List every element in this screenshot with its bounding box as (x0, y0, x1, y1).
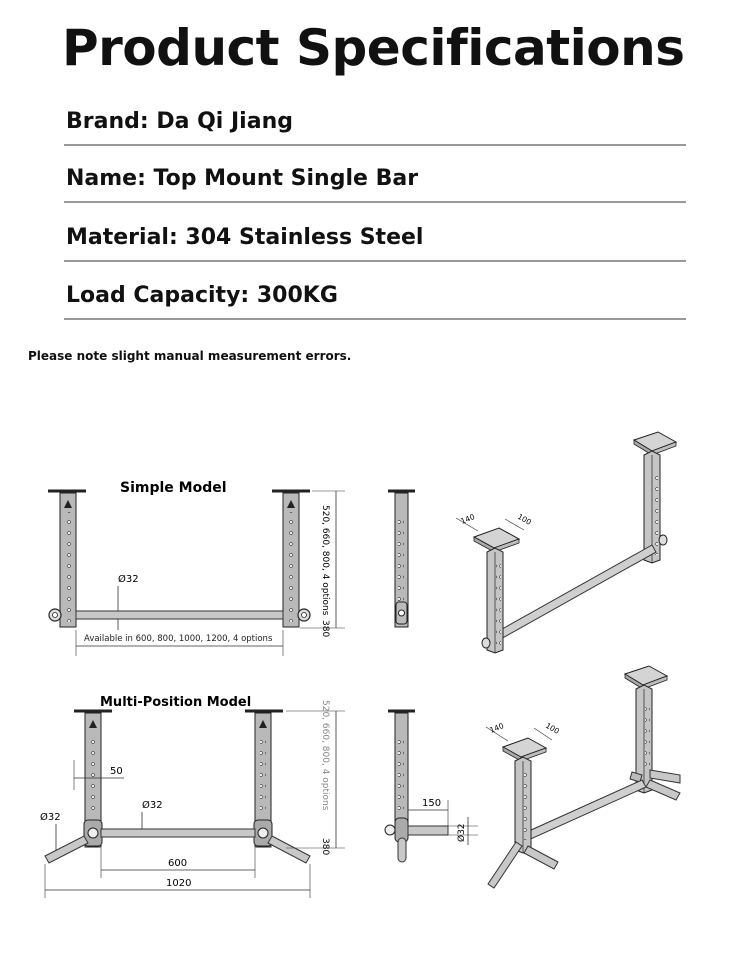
multi-plate-width: 140 (488, 721, 506, 735)
multi-side-length: 150 (422, 798, 442, 809)
multi-offset-label: 50 (110, 766, 123, 777)
simple-plate-width: 140 (459, 512, 477, 526)
multi-center-diameter: Ø32 (142, 800, 163, 811)
multi-height-options: 520, 660, 800, 4 options (320, 700, 330, 811)
spec-name-text: Name: Top Mount Single Bar (66, 166, 419, 191)
page-title: Product Specifications (62, 19, 685, 77)
simple-height-options: 520, 660, 800, 4 options (320, 505, 330, 616)
simple-front-view (48, 480, 345, 656)
spec-material-text: Material: 304 Stainless Steel (66, 225, 424, 250)
multi-model-label: Multi-Position Model (100, 695, 252, 710)
spec-brand-text: Brand: Da Qi Jiang (66, 109, 293, 134)
multi-inner-width: 600 (168, 858, 188, 869)
simple-plate-depth: 100 (516, 511, 533, 527)
simple-diameter-label: Ø32 (118, 574, 139, 585)
simple-width-options: Available in 600, 800, 1000, 1200, 4 options (84, 634, 273, 644)
multi-plate-depth: 100 (544, 720, 561, 736)
multi-side-tube-diameter: Ø32 (457, 823, 467, 842)
spec-load-text: Load Capacity: 300KG (66, 283, 338, 308)
simple-model-label: Simple Model (120, 480, 227, 496)
simple-iso-view (456, 432, 676, 653)
multi-iso-view (486, 666, 680, 888)
multi-side-diameter: Ø32 (40, 812, 61, 823)
multi-side-view (385, 711, 478, 862)
simple-side-view (388, 491, 415, 627)
simple-height-min: 380 (320, 620, 330, 638)
multi-front-view (40, 695, 345, 898)
multi-height-min: 380 (320, 838, 330, 856)
measurement-note: Please note slight manual measurement errors. (28, 349, 352, 363)
multi-outer-width: 1020 (166, 878, 192, 889)
